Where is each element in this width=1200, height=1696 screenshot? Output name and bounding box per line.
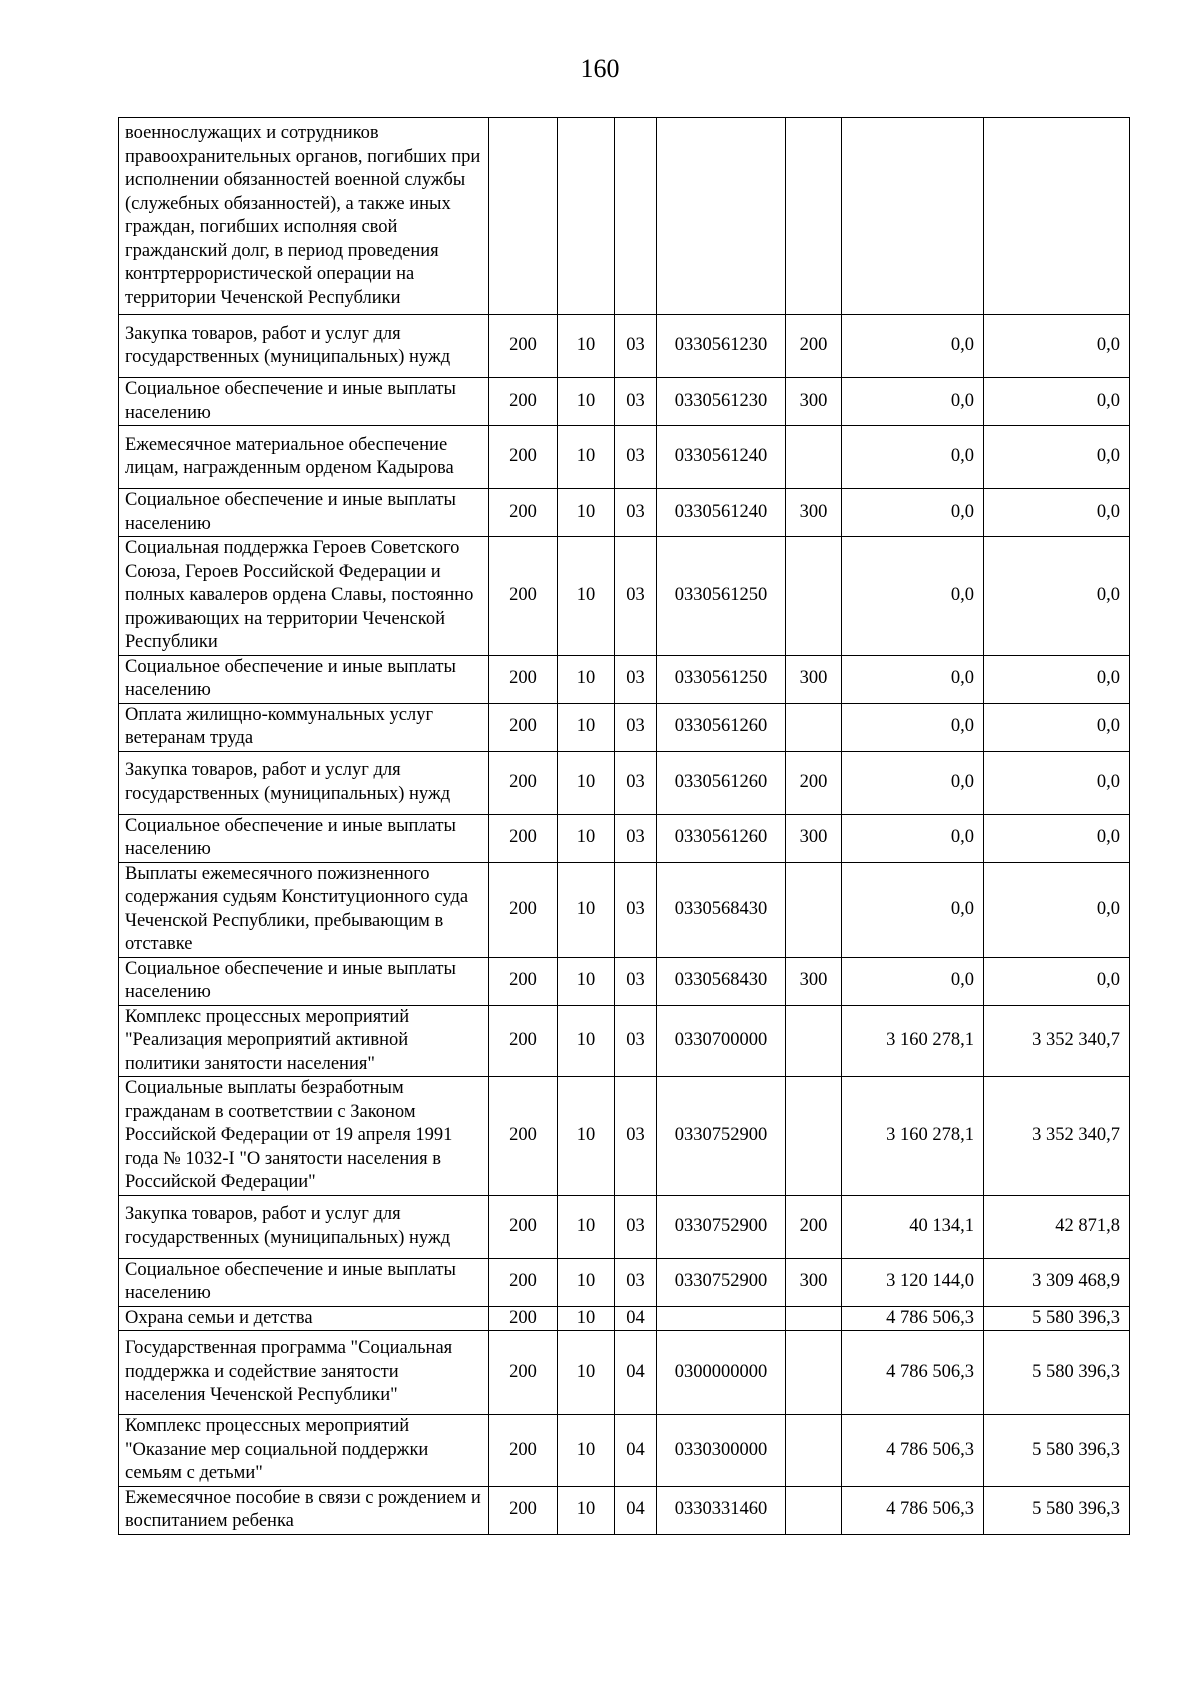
cell-target-article xyxy=(657,118,786,315)
table-row xyxy=(119,862,1130,957)
cell-ministry-code: 200 xyxy=(489,703,558,751)
cell-name: Оплата жилищно-коммунальных услуг ветеранам труда xyxy=(119,703,489,751)
cell-sum-year-2: 0,0 xyxy=(984,655,1130,703)
cell-section: 10 xyxy=(558,378,615,426)
cell-ministry-code: 200 xyxy=(489,378,558,426)
cell-subsection xyxy=(615,118,657,315)
cell-ministry-code: 200 xyxy=(489,862,558,957)
cell-expense-type xyxy=(786,426,842,489)
table-row xyxy=(119,703,1130,751)
cell-sum-year-1: 0,0 xyxy=(842,814,984,862)
table-row xyxy=(119,489,1130,537)
cell-sum-year-2: 5 580 396,3 xyxy=(984,1415,1130,1487)
cell-sum-year-1: 4 786 506,3 xyxy=(842,1486,984,1534)
cell-subsection: 03 xyxy=(615,751,657,814)
cell-target-article: 0330331460 xyxy=(657,1486,786,1534)
cell-expense-type xyxy=(786,1486,842,1534)
cell-subsection: 03 xyxy=(615,489,657,537)
cell-target-article: 0330752900 xyxy=(657,1077,786,1196)
table-row xyxy=(119,1258,1130,1306)
cell-sum-year-2 xyxy=(984,118,1130,315)
cell-section: 10 xyxy=(558,1331,615,1415)
cell-sum-year-2: 0,0 xyxy=(984,378,1130,426)
cell-target-article: 0330561230 xyxy=(657,378,786,426)
cell-sum-year-2: 0,0 xyxy=(984,489,1130,537)
cell-section: 10 xyxy=(558,751,615,814)
table-row xyxy=(119,315,1130,378)
cell-ministry-code: 200 xyxy=(489,1331,558,1415)
cell-expense-type: 300 xyxy=(786,489,842,537)
cell-name: Закупка товаров, работ и услуг для государственных (муниципальных) нужд xyxy=(119,315,489,378)
cell-expense-type xyxy=(786,1415,842,1487)
cell-target-article: 0300000000 xyxy=(657,1331,786,1415)
cell-section: 10 xyxy=(558,1486,615,1534)
cell-ministry-code: 200 xyxy=(489,751,558,814)
table-row xyxy=(119,1486,1130,1534)
cell-ministry-code: 200 xyxy=(489,814,558,862)
cell-subsection: 03 xyxy=(615,315,657,378)
cell-expense-type xyxy=(786,862,842,957)
cell-sum-year-1: 0,0 xyxy=(842,537,984,656)
table-row xyxy=(119,537,1130,656)
cell-sum-year-1 xyxy=(842,118,984,315)
cell-sum-year-1: 0,0 xyxy=(842,426,984,489)
table-row xyxy=(119,118,1130,315)
cell-name: Социальное обеспечение и иные выплаты населению xyxy=(119,655,489,703)
table-row xyxy=(119,378,1130,426)
cell-target-article: 0330752900 xyxy=(657,1195,786,1258)
cell-target-article: 0330561240 xyxy=(657,489,786,537)
cell-sum-year-2: 0,0 xyxy=(984,862,1130,957)
cell-ministry-code: 200 xyxy=(489,537,558,656)
cell-section: 10 xyxy=(558,862,615,957)
cell-target-article: 0330561250 xyxy=(657,655,786,703)
cell-sum-year-2: 0,0 xyxy=(984,814,1130,862)
cell-ministry-code: 200 xyxy=(489,489,558,537)
cell-subsection: 03 xyxy=(615,957,657,1005)
table-row xyxy=(119,1005,1130,1077)
cell-expense-type xyxy=(786,1077,842,1196)
cell-sum-year-2: 3 352 340,7 xyxy=(984,1077,1130,1196)
cell-subsection: 03 xyxy=(615,814,657,862)
cell-name: Закупка товаров, работ и услуг для государственных (муниципальных) нужд xyxy=(119,751,489,814)
cell-sum-year-1: 3 160 278,1 xyxy=(842,1077,984,1196)
cell-target-article: 0330568430 xyxy=(657,862,786,957)
table-row xyxy=(119,1415,1130,1487)
cell-subsection: 03 xyxy=(615,862,657,957)
cell-name: Социальное обеспечение и иные выплаты населению xyxy=(119,957,489,1005)
cell-subsection: 03 xyxy=(615,1195,657,1258)
cell-target-article: 0330561260 xyxy=(657,703,786,751)
cell-subsection: 03 xyxy=(615,1077,657,1196)
table-row xyxy=(119,814,1130,862)
cell-ministry-code: 200 xyxy=(489,1258,558,1306)
cell-sum-year-2: 3 352 340,7 xyxy=(984,1005,1130,1077)
cell-sum-year-2: 0,0 xyxy=(984,957,1130,1005)
table-row xyxy=(119,1077,1130,1196)
cell-sum-year-1: 0,0 xyxy=(842,655,984,703)
cell-section: 10 xyxy=(558,814,615,862)
cell-subsection: 03 xyxy=(615,426,657,489)
cell-target-article: 0330561240 xyxy=(657,426,786,489)
cell-subsection: 04 xyxy=(615,1415,657,1487)
cell-name: Ежемесячное пособие в связи с рождением и воспитанием ребенка xyxy=(119,1486,489,1534)
cell-subsection: 04 xyxy=(615,1331,657,1415)
cell-target-article xyxy=(657,1306,786,1331)
cell-sum-year-1: 4 786 506,3 xyxy=(842,1331,984,1415)
cell-expense-type: 300 xyxy=(786,814,842,862)
cell-target-article: 0330561260 xyxy=(657,814,786,862)
table-row xyxy=(119,1306,1130,1331)
cell-ministry-code: 200 xyxy=(489,1195,558,1258)
cell-section: 10 xyxy=(558,1077,615,1196)
cell-expense-type xyxy=(786,1005,842,1077)
cell-name: Социальное обеспечение и иные выплаты населению xyxy=(119,378,489,426)
cell-sum-year-2: 0,0 xyxy=(984,751,1130,814)
cell-sum-year-1: 0,0 xyxy=(842,703,984,751)
cell-sum-year-2: 0,0 xyxy=(984,703,1130,751)
cell-section: 10 xyxy=(558,655,615,703)
cell-ministry-code: 200 xyxy=(489,655,558,703)
cell-ministry-code: 200 xyxy=(489,426,558,489)
cell-name: Комплекс процессных мероприятий "Оказание мер социальной поддержки семьям с детьми" xyxy=(119,1415,489,1487)
cell-sum-year-1: 40 134,1 xyxy=(842,1195,984,1258)
cell-expense-type: 300 xyxy=(786,1258,842,1306)
cell-section: 10 xyxy=(558,1195,615,1258)
cell-section: 10 xyxy=(558,957,615,1005)
cell-sum-year-2: 3 309 468,9 xyxy=(984,1258,1130,1306)
cell-name: Социальное обеспечение и иные выплаты населению xyxy=(119,489,489,537)
cell-section: 10 xyxy=(558,315,615,378)
cell-name: Социальная поддержка Героев Советского Союза, Героев Российской Федерации и полных кавалеров ордена Славы, постоянно проживающих на территории Чеченской Республики xyxy=(119,537,489,656)
cell-ministry-code: 200 xyxy=(489,1486,558,1534)
cell-ministry-code: 200 xyxy=(489,957,558,1005)
cell-sum-year-2: 0,0 xyxy=(984,315,1130,378)
cell-target-article: 0330561260 xyxy=(657,751,786,814)
cell-name: Выплаты ежемесячного пожизненного содержания судьям Конституционного суда Чеченской Республики, пребывающим в отставке xyxy=(119,862,489,957)
cell-sum-year-1: 4 786 506,3 xyxy=(842,1415,984,1487)
cell-target-article: 0330700000 xyxy=(657,1005,786,1077)
cell-sum-year-1: 0,0 xyxy=(842,378,984,426)
cell-sum-year-1: 3 120 144,0 xyxy=(842,1258,984,1306)
cell-section xyxy=(558,118,615,315)
cell-sum-year-2: 42 871,8 xyxy=(984,1195,1130,1258)
cell-name: Комплекс процессных мероприятий "Реализация мероприятий активной политики занятости населения" xyxy=(119,1005,489,1077)
cell-expense-type: 200 xyxy=(786,1195,842,1258)
table-row xyxy=(119,957,1130,1005)
cell-expense-type xyxy=(786,1331,842,1415)
cell-ministry-code: 200 xyxy=(489,1306,558,1331)
cell-expense-type: 300 xyxy=(786,378,842,426)
cell-ministry-code: 200 xyxy=(489,1415,558,1487)
cell-name: Социальное обеспечение и иные выплаты населению xyxy=(119,814,489,862)
cell-name: военнослужащих и сотрудников правоохранительных органов, погибших при исполнении обязанностей военной службы (служебных обязанностей), а также иных граждан, погибших исполняя свой гражданский долг, в период проведения контртеррористической операции на территории Чеченской Республики xyxy=(119,118,489,315)
cell-sum-year-1: 0,0 xyxy=(842,957,984,1005)
cell-target-article: 0330561250 xyxy=(657,537,786,656)
cell-expense-type: 200 xyxy=(786,751,842,814)
table-row xyxy=(119,1331,1130,1415)
cell-sum-year-1: 3 160 278,1 xyxy=(842,1005,984,1077)
cell-ministry-code: 200 xyxy=(489,1005,558,1077)
cell-name: Охрана семьи и детства xyxy=(119,1306,489,1331)
cell-sum-year-2: 0,0 xyxy=(984,537,1130,656)
cell-section: 10 xyxy=(558,703,615,751)
budget-table-body xyxy=(119,118,1130,1535)
cell-name: Социальное обеспечение и иные выплаты населению xyxy=(119,1258,489,1306)
budget-table xyxy=(118,117,1130,1535)
cell-sum-year-1: 4 786 506,3 xyxy=(842,1306,984,1331)
cell-section: 10 xyxy=(558,426,615,489)
cell-name: Государственная программа "Социальная поддержка и содействие занятости населения Чеченской Республики" xyxy=(119,1331,489,1415)
cell-target-article: 0330568430 xyxy=(657,957,786,1005)
cell-expense-type xyxy=(786,703,842,751)
cell-subsection: 03 xyxy=(615,1005,657,1077)
cell-subsection: 04 xyxy=(615,1486,657,1534)
cell-subsection: 03 xyxy=(615,655,657,703)
cell-target-article: 0330561230 xyxy=(657,315,786,378)
table-row xyxy=(119,655,1130,703)
cell-section: 10 xyxy=(558,489,615,537)
cell-sum-year-2: 5 580 396,3 xyxy=(984,1486,1130,1534)
cell-section: 10 xyxy=(558,1306,615,1331)
cell-expense-type xyxy=(786,537,842,656)
cell-section: 10 xyxy=(558,1415,615,1487)
cell-expense-type xyxy=(786,1306,842,1331)
cell-sum-year-2: 5 580 396,3 xyxy=(984,1306,1130,1331)
cell-section: 10 xyxy=(558,1258,615,1306)
cell-target-article: 0330300000 xyxy=(657,1415,786,1487)
cell-ministry-code: 200 xyxy=(489,315,558,378)
cell-name: Ежемесячное материальное обеспечение лицам, награжденным орденом Кадырова xyxy=(119,426,489,489)
table-row xyxy=(119,1195,1130,1258)
table-row xyxy=(119,426,1130,489)
cell-target-article: 0330752900 xyxy=(657,1258,786,1306)
cell-sum-year-1: 0,0 xyxy=(842,862,984,957)
cell-expense-type: 300 xyxy=(786,957,842,1005)
cell-sum-year-1: 0,0 xyxy=(842,315,984,378)
cell-expense-type: 200 xyxy=(786,315,842,378)
cell-section: 10 xyxy=(558,1005,615,1077)
page-number: 160 xyxy=(580,54,620,83)
cell-name: Социальные выплаты безработным гражданам в соответствии с Законом Российской Федерации от 19 апреля 1991 года № 1032-I "О занятости населения в Российской Федерации" xyxy=(119,1077,489,1196)
cell-ministry-code: 200 xyxy=(489,1077,558,1196)
cell-sum-year-1: 0,0 xyxy=(842,751,984,814)
cell-subsection: 03 xyxy=(615,1258,657,1306)
cell-section: 10 xyxy=(558,537,615,656)
cell-sum-year-2: 0,0 xyxy=(984,426,1130,489)
cell-subsection: 03 xyxy=(615,703,657,751)
cell-subsection: 03 xyxy=(615,537,657,656)
cell-expense-type: 300 xyxy=(786,655,842,703)
cell-sum-year-2: 5 580 396,3 xyxy=(984,1331,1130,1415)
cell-subsection: 04 xyxy=(615,1306,657,1331)
cell-expense-type xyxy=(786,118,842,315)
cell-sum-year-1: 0,0 xyxy=(842,489,984,537)
cell-subsection: 03 xyxy=(615,378,657,426)
cell-name: Закупка товаров, работ и услуг для государственных (муниципальных) нужд xyxy=(119,1195,489,1258)
table-row xyxy=(119,751,1130,814)
cell-ministry-code xyxy=(489,118,558,315)
